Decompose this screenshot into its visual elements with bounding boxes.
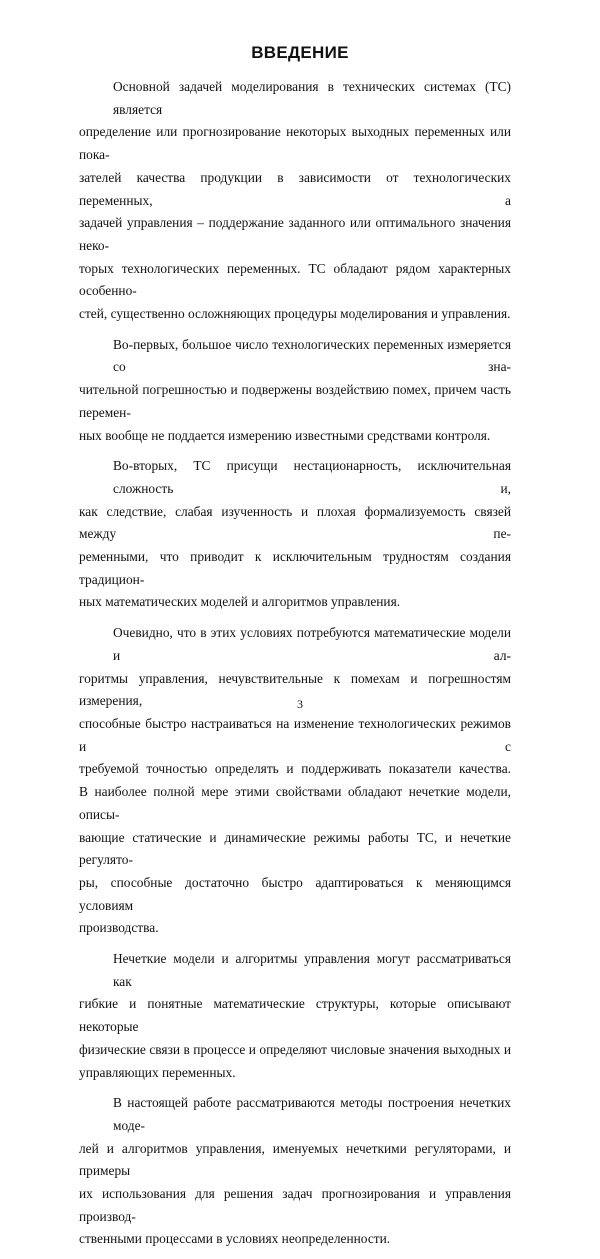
paragraph-line: чительной погрешностью и подвержены воздействию помех, причем часть перемен- — [79, 382, 511, 420]
paragraph-6 — [79, 1092, 511, 1251]
paragraph-line: Основной задачей моделирования в технических системах (ТС) является — [113, 79, 511, 117]
paragraph-line: В наиболее полной мере этими свойствами обладают нечеткие модели, описы- — [79, 784, 511, 822]
paragraph-line: ных вообще не поддается измерению известными средствами контроля. — [79, 427, 491, 443]
paragraph-line: зателей качества продукции в зависимости от технологических переменных, а — [79, 169, 511, 208]
page-title: ВВЕДЕНИЕ — [251, 43, 349, 62]
paragraph-line: стей, существенно осложняющих процедуры моделирования и управления. — [79, 306, 511, 322]
paragraph-line: ственными процессами в условиях неопределенности. — [79, 1231, 391, 1247]
paragraph-line: Во-вторых, ТС присущи нестационарность, исключительная сложность и, — [113, 458, 511, 496]
paragraph-line: определение или прогнозирование некоторых выходных переменных или пока- — [79, 124, 511, 163]
paragraph-line: способные быстро настраиваться на изменение технологических режимов и с — [79, 715, 511, 754]
paragraph-line: требуемой точностью определять и поддерживать показатели качества. — [79, 761, 511, 777]
paragraph-line: В настоящей работе рассматриваются методы построения нечетких моде- — [113, 1095, 511, 1133]
paragraph-line: ременными, что приводит к исключительным трудностям создания традицион- — [79, 549, 511, 587]
paragraph-line: вающие статические и динамические режимы работы ТС, и нечеткие регулято- — [79, 829, 511, 868]
paragraph-line: торых технологических переменных. ТС обладают рядом характерных особенно- — [79, 260, 511, 299]
paragraph-3 — [79, 455, 511, 614]
paragraph-line: физические связи в процессе и определяют числовые значения выходных и — [79, 1041, 511, 1057]
paragraph-line: как следствие, слабая изученность и плохая формализуемость связей между пе- — [79, 503, 511, 542]
paragraph-line: горитмы управления, нечувствительные к помехам и погрешностям измерения, — [79, 670, 511, 709]
paragraph-line: ры, способные достаточно быстро адаптироваться к меняющимся условиям — [79, 874, 511, 913]
paragraph-line: Нечеткие модели и алгоритмы управления могут рассматриваться как — [113, 951, 511, 989]
paragraph-2 — [79, 334, 511, 448]
paragraph-line: Во-первых, большое число технологических переменных измеряется со зна- — [113, 336, 511, 375]
paragraph-line: гибкие и понятные математические структуры, которые описывают некоторые — [79, 996, 511, 1035]
page-number: 3 — [297, 697, 303, 711]
paragraph-4 — [79, 622, 511, 940]
paragraph-line: их использования для решения задач прогнозирования и управления производ- — [79, 1186, 511, 1224]
body-text — [79, 76, 511, 1259]
paragraph-line: управляющих переменных. — [79, 1064, 236, 1080]
paragraph-line: задачей управления – поддержание заданного или оптимального значения неко- — [79, 215, 511, 253]
paragraph-1 — [79, 76, 511, 326]
paragraph-line: ных математических моделей и алгоритмов управления. — [79, 594, 401, 610]
paragraph-5 — [79, 948, 511, 1084]
paragraph-line: Очевидно, что в этих условиях потребуются математические модели и ал- — [113, 625, 511, 663]
paragraph-line: лей и алгоритмов управления, именуемых нечеткими регуляторами, и примеры — [79, 1140, 511, 1179]
paragraph-line: производства. — [79, 920, 159, 936]
